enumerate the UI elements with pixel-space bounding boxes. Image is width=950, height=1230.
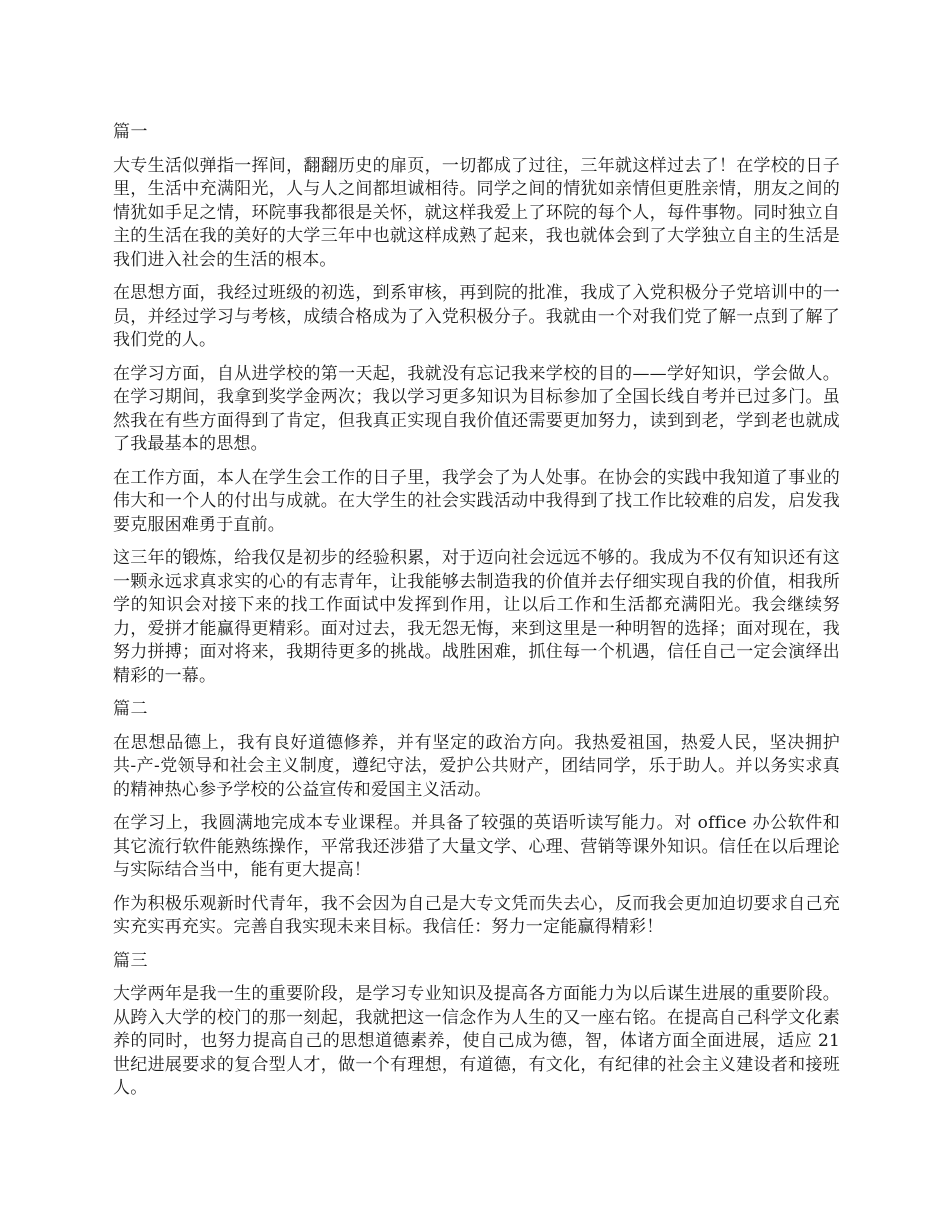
section-heading-3: 篇三 <box>113 950 148 971</box>
section-1-paragraph-1: 大专生活似弹指一挥间，翻翻历史的扉页，一切都成了过往，三年就这样过去了！在学校的日子里，生活中充满阳光，人与人之间都坦诚相待。同学之间的情犹如亲情但更胜亲情，朋友之间的情犹如手足之情，环院事我都很是关怀，就这样我爱上了环院的每个人，每件事物。同时独立自主的生活在我的美好的大学三年中也就这样成熟了起来，我也就体会到了大学独立自主的生活是我们进入社会的生活的根本。 <box>113 155 840 270</box>
section-heading-1: 篇一 <box>113 122 148 142</box>
section-1-paragraph-2: 在思想方面，我经过班级的初选，到系审核，再到院的批准，我成了入党积极分子党培训中的一员，并经过学习与考核，成绩合格成为了入党积极分子。我就由一个对我们党了解一点到了解了我们党的人。 <box>113 283 840 350</box>
section-2-paragraph-1: 在思想品德上，我有良好道德修养，并有坚定的政治方向。我热爱祖国，热爱人民，坚决拥护共-产-党领导和社会主义制度，遵纪守法，爱护公共财产，团结同学，乐于助人。并以务实求真的精神热心参予学校的公益宣传和爱国主义活动。 <box>113 732 840 800</box>
section-heading-2: 篇二 <box>113 699 148 719</box>
document-page <box>113 121 840 1111</box>
section-2-paragraph-3: 作为积极乐观新时代青年，我不会因为自己是大专文凭而失去心，反而我会更加迫切要求自己充实充实再充实。完善自我实现未来目标。我信任：努力一定能赢得精彩！ <box>113 893 840 937</box>
section-2-paragraph-2: 在学习上，我圆满地完成本专业课程。并具备了较强的英语听读写能力。对 office 办公软件和其它流行软件能熟练操作，平常我还涉猎了大量文学、心理、营销等课外知识。信任在以后理论与实际结合当中，能有更大提高！ <box>113 813 840 880</box>
section-1-paragraph-3: 在学习方面，自从进学校的第一天起，我就没有忘记我来学校的目的——学好知识，学会做人。在学习期间，我拿到奖学金两次；我以学习更多知识为目标参加了全国长线自考并已过多门。虽然我在有些方面得到了肯定，但我真正实现自我价值还需要更加努力，读到到老，学到老也就成了我最基本的思想。 <box>113 363 840 454</box>
section-3-paragraph-1: 大学两年是我一生的重要阶段，是学习专业知识及提高各方面能力为以后谋生进展的重要阶段。从跨入大学的校门的那一刻起，我就把这一信念作为人生的又一座右铭。在提高自己科学文化素养的同时，也努力提高自己的思想道德素养，使自己成为德，智，体诸方面全面进展，适应 21 世纪进展要求的复合型人才，做一个有理想，有道德，有文化，有纪律的社会主义建设者和接班人。 <box>113 984 840 1098</box>
section-1-paragraph-5: 这三年的锻炼，给我仅是初步的经验积累，对于迈向社会远远不够的。我成为不仅有知识还有这一颗永远求真求实的心的有志青年，让我能够去制造我的价值并去仔细实现自我的价值，相我所学的知识会对接下来的找工作面试中发挥到作用，让以后工作和生活都充满阳光。我会继续努力，爱拼才能赢得更精彩。面对过去，我无怨无悔，来到这里是一种明智的选择；面对现在，我努力拼搏；面对将来，我期待更多的挑战。战胜困难，抓住每一个机遇，信任自己一定会演绎出精彩的一幕。 <box>113 548 840 686</box>
section-1-paragraph-4: 在工作方面，本人在学生会工作的日子里，我学会了为人处事。在协会的实践中我知道了事业的伟大和一个人的付出与成就。在大学生的社会实践活动中我得到了找工作比较难的启发，启发我要克服困难勇于直前。 <box>113 467 840 535</box>
